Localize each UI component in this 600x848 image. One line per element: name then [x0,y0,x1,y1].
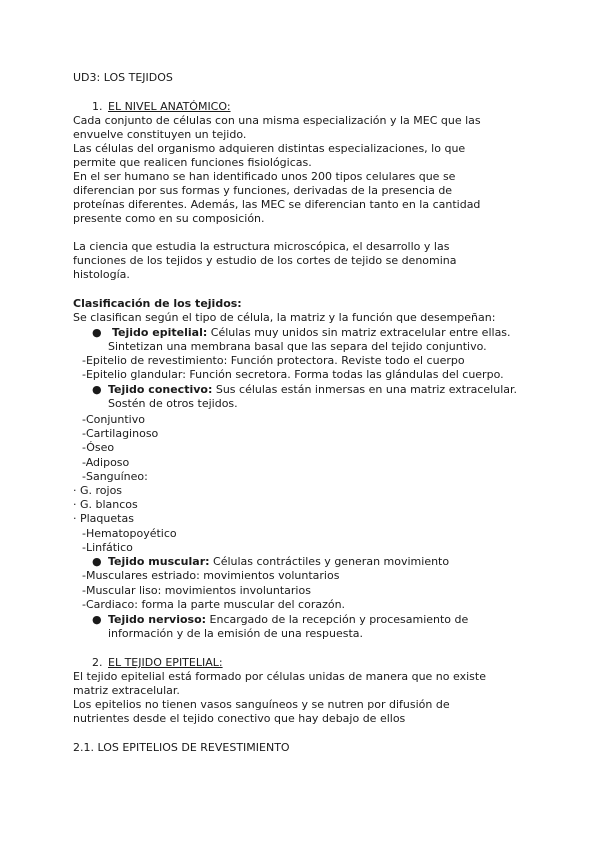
definition: Células contráctiles y generan movimiento [209,555,450,568]
section-2-number: 2. [92,656,103,669]
definition-cont: Sostén de otros tejidos. [108,397,238,410]
sub-item: -Conjuntivo [82,413,145,426]
bullet-icon: ● [92,555,102,568]
term: Tejido muscular: [108,555,210,568]
section-2-heading: EL TEJIDO EPITELIAL: [108,656,223,669]
term: Tejido epitelial: [112,326,208,339]
classification-heading: Clasificación de los tejidos: [73,297,242,310]
paragraph-line: Las células del organismo adquieren distintas especializaciones, lo que [73,142,466,155]
paragraph-line: histología. [73,268,130,281]
paragraph-line: funciones de los tejidos y estudio de los cortes de tejido se denomina [73,254,457,267]
paragraph-line: proteínas diferentes. Además, las MEC se diferencian tanto en la cantidad [73,198,481,211]
classification-intro: Se clasifican según el tipo de célula, la matriz y la función que desempeñan: [73,311,496,324]
definition: Sus células están inmersas en una matriz extracelular. [212,383,518,396]
sub-item: -Óseo [82,441,115,454]
tissue-nervioso [108,613,468,627]
definition: Encargado de la recepción y procesamiento de [206,613,469,626]
paragraph-line: La ciencia que estudia la estructura microscópica, el desarrollo y las [73,240,450,253]
definition: Células muy unidos sin matriz extracelular entre ellas. [207,326,511,339]
blood-item: · G. blancos [73,498,138,511]
term: Tejido conectivo: [108,383,213,396]
paragraph-line: diferencian por sus formas y funciones, derivadas de la presencia de [73,184,453,197]
sub-item: -Sanguíneo: [82,470,148,483]
sub-item: -Hematopoyético [82,527,177,540]
section-1-number: 1. [92,100,103,113]
term: Tejido nervioso: [108,613,207,626]
bullet-icon: ● [92,326,102,339]
paragraph-line: presente como en su composición. [73,212,265,225]
paragraph-line: Los epitelios no tienen vasos sanguíneos y se nutren por difusión de [73,698,450,711]
sub-item: -Linfático [82,541,133,554]
unit-title: UD3: LOS TEJIDOS [73,71,173,84]
blood-item: · G. rojos [73,484,123,497]
paragraph-line: matriz extracelular. [73,684,180,697]
bullet-icon: ● [92,383,102,396]
tissue-muscular [108,555,449,569]
definition-cont: Sintetizan una membrana basal que las separa del tejido conjuntivo. [108,340,487,353]
sub-item: -Epitelio de revestimiento: Función protectora. Reviste todo el cuerpo [82,354,465,367]
definition-cont: información y de la emisión de una respuesta. [108,627,363,640]
sub-item: -Cartilaginoso [82,427,159,440]
paragraph-line: El tejido epitelial está formado por células unidas de manera que no existe [73,670,486,683]
sub-item: -Muscular liso: movimientos involuntarios [82,584,311,597]
paragraph-line: permite que realicen funciones fisiológicas. [73,156,312,169]
paragraph-line: nutrientes desde el tejido conectivo que hay debajo de ellos [73,712,406,725]
tissue-epitelial [112,326,511,340]
paragraph-line: En el ser humano se han identificado unos 200 tipos celulares que se [73,170,456,183]
section-2-1-heading: 2.1. LOS EPITELIOS DE REVESTIMIENTO [73,741,290,754]
section-1-heading: EL NIVEL ANATÓMICO: [108,100,231,113]
tissue-conectivo [108,383,517,397]
sub-item: -Musculares estriado: movimientos voluntarios [82,569,340,582]
paragraph-line: Cada conjunto de células con una misma especialización y la MEC que las [73,114,481,127]
bullet-icon: ● [92,613,102,626]
sub-item: -Cardiaco: forma la parte muscular del corazón. [82,598,346,611]
sub-item: -Epitelio glandular: Función secretora. Forma todas las glándulas del cuerpo. [82,368,504,381]
blood-item: · Plaquetas [73,512,134,525]
paragraph-line: envuelve constituyen un tejido. [73,128,247,141]
sub-item: -Adiposo [82,456,130,469]
